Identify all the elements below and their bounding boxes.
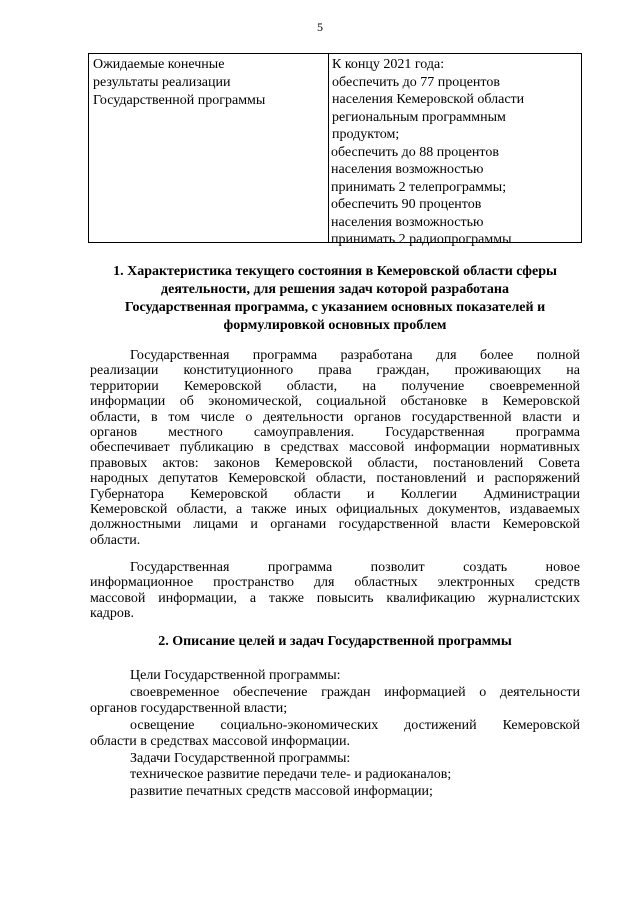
paragraph-line: территории Кемеровской области, на получение своевременной — [90, 378, 580, 394]
paragraph-line: информационное пространство для областных электронных средств — [90, 575, 580, 591]
paragraph-line: должностными лицами и органами государственной власти Кемеровской — [90, 517, 580, 533]
goal-item: своевременное обеспечение граждан информацией о деятельности — [130, 684, 580, 700]
paragraph-line: обеспечивает публикацию в средствах массовой информации нормативных — [90, 440, 580, 456]
paragraph-line: Государственная программа позволит создать новое — [130, 560, 580, 575]
goal-item-continuation: области в средствах массовой информации. — [90, 734, 350, 749]
table-left-line: Ожидаемые конечные — [93, 57, 225, 72]
paragraph-line: Государственная программа разработана для более полной — [130, 348, 580, 363]
table-right-line: принимать 2 телепрограммы; — [331, 179, 507, 195]
table-right-cell — [331, 56, 579, 249]
table-right-line: региональным программным — [332, 109, 506, 125]
paragraph-line: реализации конституционного права граждан, проживающих на — [90, 363, 580, 379]
section-1-heading — [88, 263, 582, 335]
table-right-line: обеспечить 90 процентов — [331, 197, 482, 212]
task-item: развитие печатных средств массовой информации; — [130, 783, 433, 799]
section-2-heading — [88, 633, 582, 651]
table-left-cell — [93, 56, 323, 110]
task-item: техническое развитие передачи теле- и радиоканалов; — [130, 767, 452, 782]
heading-line: Государственная программа, с указанием основных показателей и — [124, 300, 546, 315]
paragraph-line: массовой информации, а также повысить квалификацию журналистских — [90, 590, 580, 606]
section-2-body — [90, 668, 580, 800]
page-number: 5 — [317, 20, 323, 34]
paragraph-line: области, в том числе о деятельности органов государственной власти и — [90, 409, 580, 425]
section-1-paragraph-2 — [90, 560, 580, 622]
table-right-line: обеспечить до 88 процентов — [331, 144, 499, 160]
paragraph-line: органов местного самоуправления. Государственная программа — [90, 425, 580, 441]
table-right-line: обеспечить до 77 процентов — [332, 74, 500, 90]
goal-item-continuation: органов государственной власти; — [90, 701, 288, 716]
section-1-paragraph-1 — [90, 348, 580, 548]
paragraph-line: народных депутатов Кемеровской области, постановлений и распоряжений — [90, 471, 580, 487]
heading-line: деятельности, для решения задач которой разработана — [161, 282, 509, 297]
heading-line: 1. Характеристика текущего состояния в Кемеровской области сферы — [113, 264, 557, 279]
paragraph-line: Кемеровской области, а также иных официальных документов, издаваемых — [90, 502, 580, 518]
paragraph-line: области. — [90, 532, 141, 548]
tasks-title: Задачи Государственной программы: — [130, 750, 351, 766]
table-right-line: принимать 2 радиопрограммы — [331, 232, 512, 247]
table-right-line: К концу 2021 года: — [332, 57, 445, 72]
paragraph-line: кадров. — [90, 606, 135, 622]
paragraph-line: Губернатора Кемеровской области и Коллегии Администрации — [90, 486, 580, 502]
table-right-line: продуктом; — [332, 127, 400, 142]
paragraph-line: информации об экономической, социальной обстановке в Кемеровской — [90, 394, 580, 410]
table-right-line: населения возможностью — [331, 162, 484, 177]
table-right-line: населения возможностью — [331, 214, 484, 230]
table-right-line: населения Кемеровской области — [332, 92, 525, 107]
heading-line: 2. Описание целей и задач Государственной программы — [158, 634, 512, 649]
heading-line: формулировкой основных проблем — [223, 318, 447, 333]
goals-title: Цели Государственной программы: — [130, 668, 341, 683]
goal-item: освещение социально-экономических достижений Кемеровской — [130, 717, 580, 733]
table-left-line: Государственной программы — [93, 93, 266, 108]
table-left-line: результаты реализации — [93, 75, 231, 90]
table-divider — [328, 54, 329, 242]
paragraph-line: правовых актов: законов Кемеровской области, постановлений Совета — [90, 455, 580, 471]
summary-table — [88, 53, 582, 247]
